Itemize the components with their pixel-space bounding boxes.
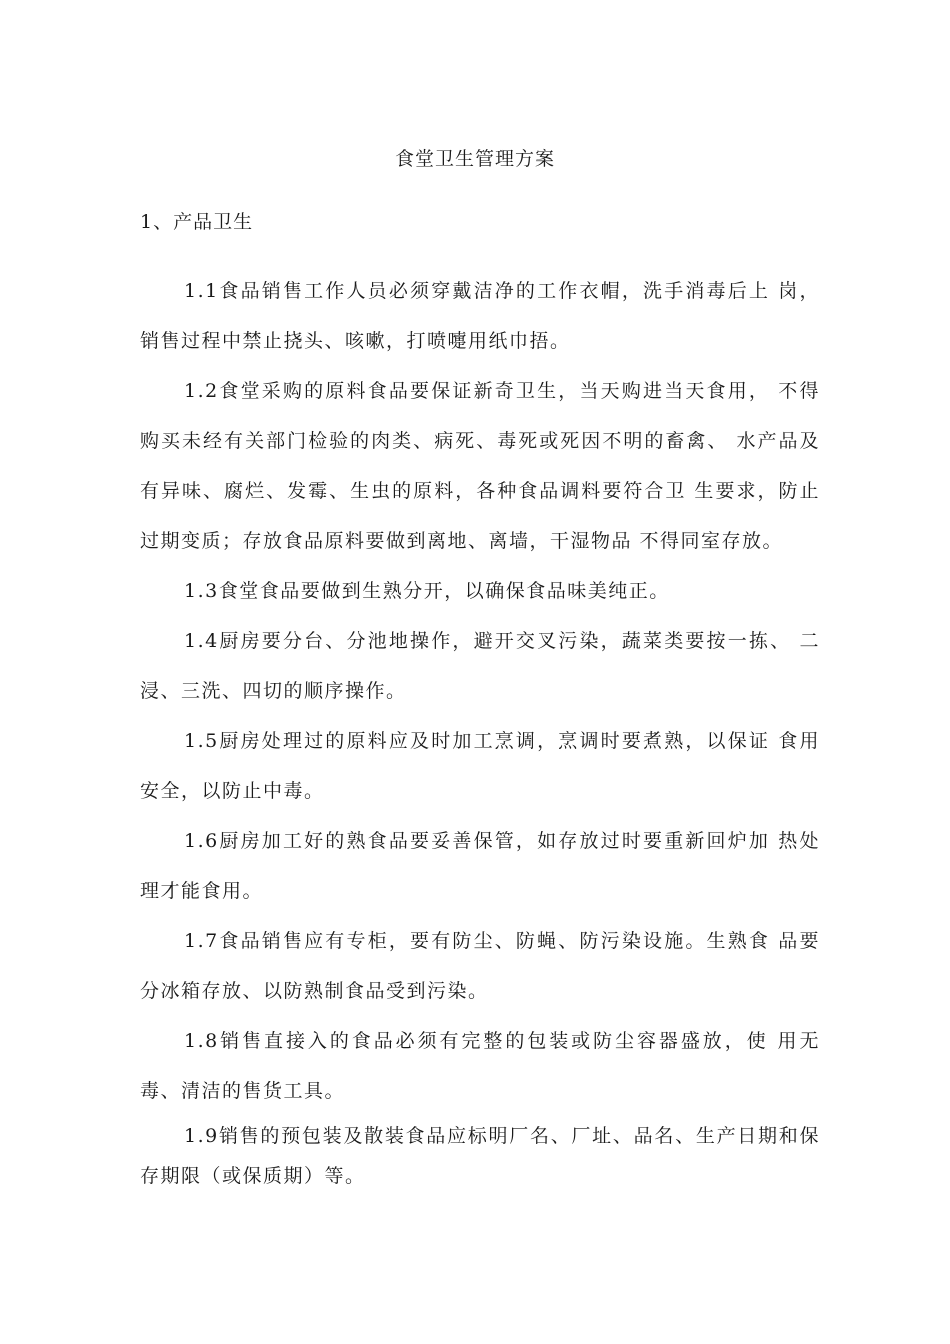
paragraph-1-7: 1.7食品销售应有专柜，要有防尘、防蝇、防污染设施。生熟食 品要分冰箱存放、以防熟制食品受到污染。 — [140, 930, 820, 1002]
paragraph-1-2: 1.2食堂采购的原料食品要保证新奇卫生，当天购进当天食用， 不得购买未经有关部门检验的肉类、病死、毒死或死因不明的畜禽、 水产品及有异味、腐烂、发霉、生虫的原料，各种食品调料要符合卫 生要求，防止过期变质；存放食品原料要做到离地、离墙，干湿物品 不得同室存放。 — [140, 380, 820, 552]
paragraph-1-6: 1.6厨房加工好的熟食品要妥善保管，如存放过时要重新回炉加 热处理才能食用。 — [140, 830, 820, 902]
document-title: 食堂卫生管理方案 — [394, 148, 555, 170]
paragraph-1-5: 1.5厨房处理过的原料应及时加工烹调，烹调时要煮熟，以保证 食用安全，以防止中毒。 — [140, 730, 820, 802]
paragraph-1-3: 1.3食堂食品要做到生熟分开，以确保食品味美纯正。 — [184, 580, 670, 602]
paragraph-1-9: 1.9销售的预包装及散装食品应标明厂名、厂址、品名、生产日期和保存期限（或保质期）等。 — [140, 1125, 820, 1187]
section-heading: 1、产品卫生 — [140, 211, 254, 233]
paragraph-1-1: 1.1食品销售工作人员必须穿戴洁净的工作衣帽，洗手消毒后上 岗，销售过程中禁止挠头、咳嗽，打喷嚏用纸巾捂。 — [140, 280, 820, 352]
paragraph-1-4: 1.4厨房要分台、分池地操作，避开交叉污染，蔬菜类要按一拣、 二浸、三洗、四切的顺序操作。 — [140, 630, 820, 702]
paragraph-1-8: 1.8销售直接入的食品必须有完整的包装或防尘容器盛放，使 用无毒、清洁的售货工具。 — [140, 1030, 820, 1102]
